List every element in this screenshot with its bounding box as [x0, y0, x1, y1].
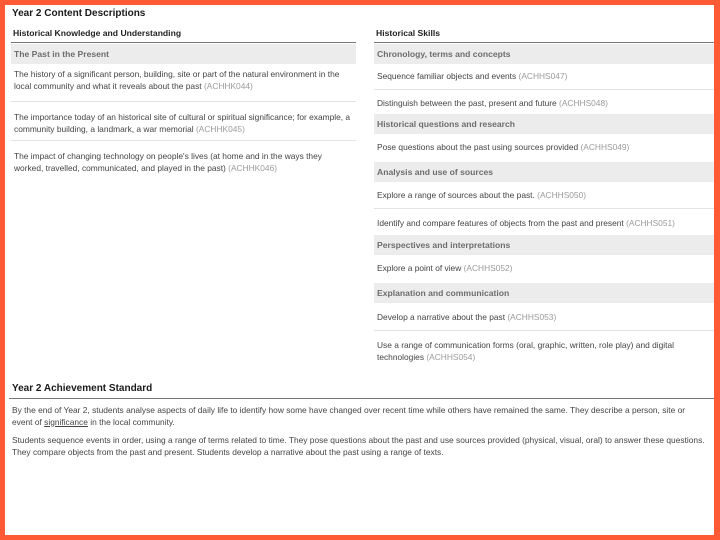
achievement-paragraph-2: Students sequence events in order, using a range of terms related to time. They pose questions about the past and use sources provided (physical, visual, oral) to answer these questions. They compare objects from the past and present. Students develop a narrative about the past using a range of texts. — [12, 435, 705, 457]
skill-item-text: Pose questions about the past using sources provided — [377, 142, 579, 152]
skill-item-code: (ACHHS050) — [537, 190, 587, 200]
content-item — [11, 102, 356, 141]
skill-item — [374, 182, 714, 209]
section-questions-research: Historical questions and research — [374, 114, 714, 134]
skill-item — [374, 255, 714, 283]
skill-item-text: Sequence familiar objects and events — [377, 71, 517, 81]
section-perspectives: Perspectives and interpretations — [374, 235, 714, 255]
skill-item-code: (ACHHS049) — [580, 142, 630, 152]
skill-item — [374, 90, 714, 114]
section-analysis-sources: Analysis and use of sources — [374, 162, 714, 182]
content-item-text: The history of a significant person, building, site or part of the natural environment in the local community and what it reveals about the past — [14, 69, 340, 91]
achievement-standard-title: Year 2 Achievement Standard — [12, 383, 153, 394]
skill-item-text: Identify and compare features of objects from the past and present — [377, 218, 624, 228]
skill-item-code: (ACHHS051) — [626, 218, 675, 228]
achievement-paragraph-1 — [12, 405, 707, 428]
skill-item — [374, 331, 714, 365]
skill-item — [374, 209, 714, 235]
section-past-in-present: The Past in the Present — [11, 44, 356, 64]
skill-item-code: (ACHHS054) — [426, 351, 476, 362]
content-item-code: (ACHHK044) — [203, 80, 253, 91]
content-item-text: The importance today of an historical site of cultural or spiritual significance; for example, a community building, a landmark, a war memorial — [14, 112, 351, 134]
skill-item-code: (ACHHS052) — [463, 263, 513, 273]
page — [5, 5, 714, 535]
section-explanation: Explanation and communication — [374, 283, 714, 303]
skill-item — [374, 64, 714, 90]
skill-item-text: Distinguish between the past, present and future — [377, 98, 557, 108]
content-item-code: (ACHHK046) — [228, 162, 278, 173]
skill-item-code: (ACHHS053) — [507, 312, 557, 322]
divider — [9, 398, 714, 399]
paragraph-text: in the local community. — [87, 416, 175, 427]
right-column-title: Historical Skills — [374, 25, 714, 43]
content-item — [11, 141, 356, 181]
paragraph-text: By the end of Year 2, students analyse aspects of daily life to identify how some have changed over recent time while others have remained the same. They describe a person, site or event of — [12, 405, 686, 427]
skill-item-text: Explore a range of sources about the past. — [377, 190, 535, 200]
historical-knowledge-column — [11, 25, 356, 181]
historical-skills-column — [374, 25, 714, 365]
skill-item-code: (ACHHS047) — [518, 71, 568, 81]
skill-item-text: Explore a point of view — [377, 263, 462, 273]
skill-item-text: Use a range of communication forms (oral, graphic, written, role play) and digital technologies — [377, 340, 674, 362]
content-item — [11, 64, 356, 102]
skill-item-text: Develop a narrative about the past — [377, 312, 506, 322]
section-chronology: Chronology, terms and concepts — [374, 44, 714, 64]
significance-term: significance — [44, 416, 88, 427]
skill-item — [374, 134, 714, 162]
content-item-code: (ACHHK045) — [196, 123, 245, 134]
content-item-text: The impact of changing technology on people's lives (at home and in the ways they worked, travelled, communicated, and played in the past) — [14, 151, 322, 173]
skill-item — [374, 303, 714, 331]
content-descriptions-title: Year 2 Content Descriptions — [12, 8, 146, 19]
skill-item-code: (ACHHS048) — [559, 98, 608, 108]
left-column-title: Historical Knowledge and Understanding — [11, 25, 356, 43]
